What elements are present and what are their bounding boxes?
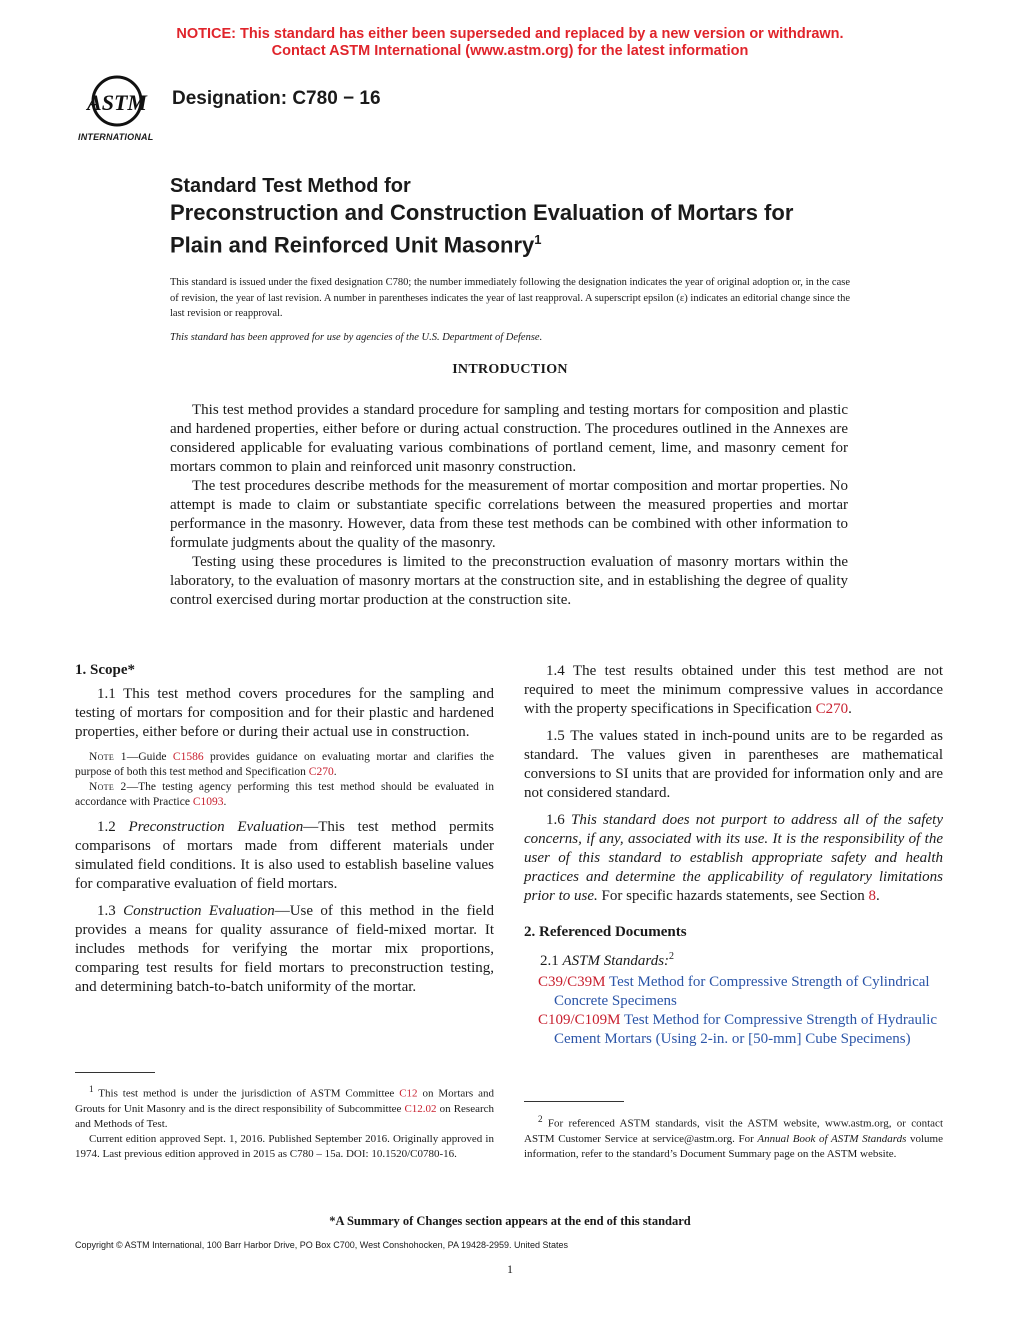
dod-note: This standard has been approved for use by agencies of the U.S. Department of Defense. xyxy=(170,332,543,343)
issued-note: This standard is issued under the fixed designation C780; the number immediately following the designation indicates the year of original adoption or, in the case of revision, the year of last revision. A number in parentheses indicates the year of last reapproval. A superscript epsilon (ε) indicates an editorial change since the last revision or reapproval. xyxy=(170,277,850,319)
title-footnote-mark: 1 xyxy=(534,232,542,247)
right-column xyxy=(524,662,943,1049)
footnote-rule-right xyxy=(524,1101,624,1102)
introduction-heading: INTRODUCTION xyxy=(452,362,568,377)
title-main xyxy=(170,199,870,258)
title-line-2: Preconstruction and Construction Evaluation of Mortars for xyxy=(170,200,794,225)
intro-paragraph-2: The test procedures describe methods for the measurement of mortar composition and mortar properties. No attempt is made to claim or substantiate specific correlations between the measured properties and mortar performance in the masonry. However, data from these test methods can be combined with other information to formulate judgments about the quality of the masonry. xyxy=(170,478,848,551)
footnote-1-edition: Current edition approved Sept. 1, 2016. Published September 2016. Originally approved in 1974. Last previous edition approved in 2015 as C780 – 15a. DOI: 10.1520/C0780-16. xyxy=(75,1132,494,1160)
note-2: Note 2—The testing agency performing this test method should be evaluated in accordance with Practice C1093. xyxy=(75,781,495,808)
scope-heading: 1. Scope* xyxy=(75,662,135,678)
title-line-3: Plain and Reinforced Unit Masonry xyxy=(170,232,535,258)
link-c1586[interactable]: C1586 xyxy=(172,751,204,763)
link-c270[interactable]: C270 xyxy=(308,766,334,778)
designation: Designation: C780 − 16 xyxy=(172,88,381,109)
summary-of-changes-note: *A Summary of Changes section appears at the end of this standard xyxy=(329,1214,691,1228)
section-1-6: 1.6 This standard does not purport to address all of the safety concerns, if any, associated with its use. It is the responsibility of the user of this standard to establish appropriate safety and health practices and determine the applicability of regulatory limitations prior to use. For specific hazards statements, see Section 8. xyxy=(524,812,944,904)
notice-line-1: NOTICE: This standard has either been superseded and replaced by a new version or withdrawn. xyxy=(176,26,844,42)
link-section-8[interactable]: 8 xyxy=(868,888,877,904)
notice-line-2: Contact ASTM International (www.astm.org) for the latest information xyxy=(271,43,749,59)
note-1: Note 1—Guide C1586 provides guidance on evaluating mortar and clarifies the purpose of both this test method and Specification C270. xyxy=(75,751,495,778)
section-1-1: 1.1 This test method covers procedures for the sampling and testing of mortars for composition and for their plastic and hardened properties, either before or during their actual use in construction. xyxy=(75,686,494,740)
section-2-1: 2.1 ASTM Standards:$^2$ xyxy=(540,951,675,969)
link-c1093[interactable]: C1093 xyxy=(192,796,224,808)
intro-paragraph-3: Testing using these procedures is limited to the preconstruction evaluation of masonry mortars within the laboratory, to the evaluation of masonry mortars at the construction site, and in establishing the degree of quality control exercised during mortar production at the construction site. xyxy=(170,554,848,608)
section-1-3: 1.3 Construction Evaluation—Use of this method in the field provides a means for quality assurance of field-mixed mortar. It includes methods for verifying the mortar mix proportions, comparing test results for field mortars to preconstruction testing, and determining batch-to-batch uniformity of the mortar. xyxy=(75,903,495,995)
footnote-2: $^2$ For referenced ASTM standards, visit the ASTM website, www.astm.org, or contact ASTM Customer Service at service@astm.org. For Annual Book of ASTM Standards volume information, refer to the standard’s Document Summary page on the ASTM website. xyxy=(524,1114,943,1160)
left-column xyxy=(75,662,494,997)
reference-c109[interactable]: C109/C109M Test Method for Compressive Strength of Hydraulic Cement Mortars (Using 2-in. or [50-mm] Cube Specimens) xyxy=(538,1012,938,1047)
logo-text: INTERNATIONAL xyxy=(78,132,154,142)
section-1-4: 1.4 The test results obtained under this test method are not required to meet the minimum compressive values in accordance with the property specifications in Specification C270. xyxy=(524,663,943,717)
link-c270-2[interactable]: C270 xyxy=(815,701,849,717)
page-number: 1 xyxy=(507,1262,513,1276)
referenced-documents-heading: 2. Referenced Documents xyxy=(524,924,687,940)
section-1-5: 1.5 The values stated in inch-pound units are to be regarded as standard. The values given in parentheses are mathematical conversions to SI units that are provided for information only and are not considered standard. xyxy=(524,728,943,801)
link-c12-02[interactable]: C12.02 xyxy=(404,1102,437,1115)
reference-c39[interactable]: C39/C39M Test Method for Compressive Strength of Cylindrical Concrete Specimens xyxy=(538,974,930,1009)
section-1-2: 1.2 Preconstruction Evaluation—This test method permits comparisons of mortars made from different materials under simulated field conditions. It is also used to establish baseline values for comparative evaluation of field mortars. xyxy=(75,819,495,892)
title-line-1: Standard Test Method for xyxy=(170,175,411,197)
introduction-body xyxy=(170,401,848,610)
copyright: Copyright © ASTM International, 100 Barr Harbor Drive, PO Box C700, West Conshohocken, PA 19428-2959. United States xyxy=(75,1240,569,1250)
link-c12[interactable]: C12 xyxy=(399,1087,418,1100)
footnote-rule-left xyxy=(75,1072,155,1073)
svg-text:ASTM: ASTM xyxy=(87,90,147,115)
footnote-1: $^1$ This test method is under the jurisdiction of ASTM Committee C12 on Mortars and Grouts for Unit Masonry and is the direct responsibility of Subcommittee C12.02 on Research and Methods of Test. Current edition approved Sept. 1, 2016. Published September 2016. Originally approved in 1974. Last previous edition approved in 2015 as C780 – 15a. DOI: 10.1520/C0780-16. xyxy=(75,1084,495,1160)
intro-paragraph-1: This test method provides a standard procedure for sampling and testing mortars for composition and plastic and hardened properties, either before or during actual construction. The procedures outlined in the Annexes are considered applicable for evaluating various combinations of portland cement, lime, and masonry cement for mortars common to plain and reinforced unit masonry construction. xyxy=(170,402,848,475)
